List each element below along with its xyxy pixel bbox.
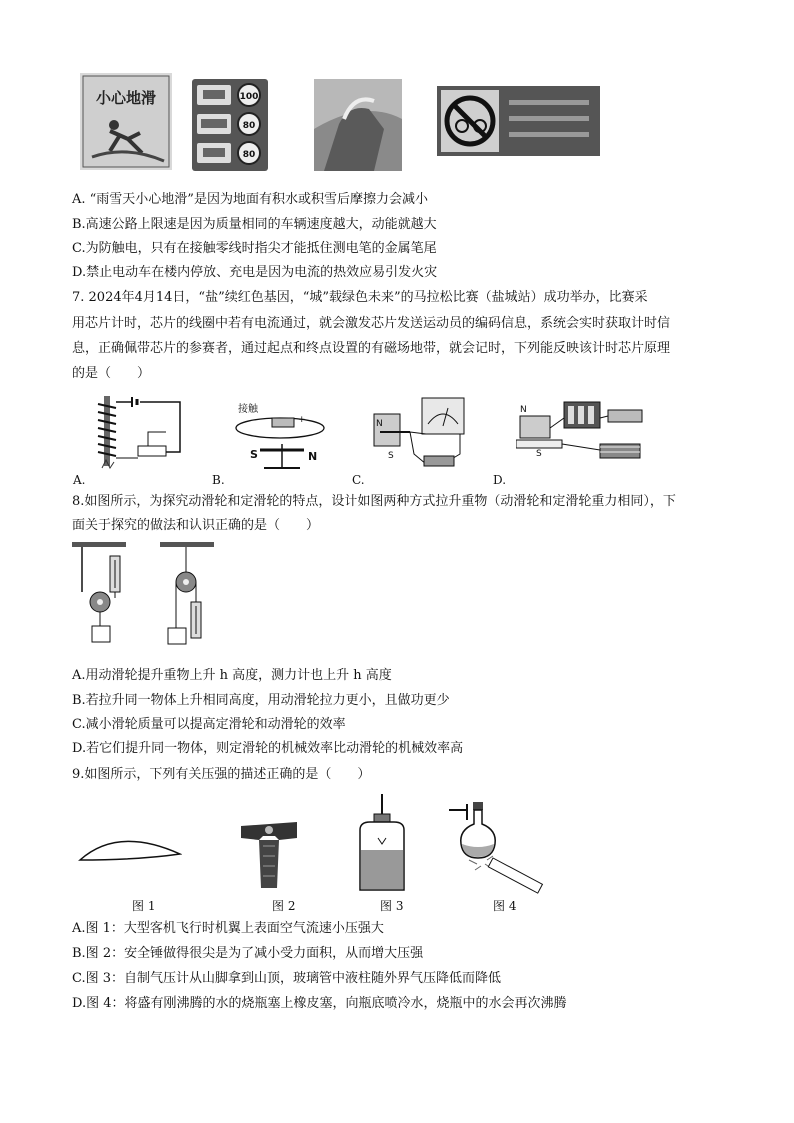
q8-option-a: A.用动滑轮提升重物上升 h 高度，测力计也上升 h 高度 [72,668,392,683]
q6-sign-speed-limit [192,79,268,171]
q6-option-a: A. “雨雪天小心地滑”是因为地面有积水或积雪后摩擦力会减小 [72,192,428,207]
q6-option-b: B.高速公路上限速是因为质量相同的车辆速度越大，动能就越大 [72,217,437,232]
q9-fig1-wing [78,832,182,866]
svg-text:+: + [298,415,306,425]
svg-text:N: N [376,419,383,429]
q7-label-a: A. [73,473,86,487]
q7-label-d: D. [493,473,507,487]
fig-b-n: N [308,450,318,463]
q9-caption-3: 图 3 [380,899,404,913]
fig-b-s: S [250,448,258,461]
q6-sign-slippery [80,73,172,170]
speed-100: 100 [239,92,259,102]
q9-fig3-barometer [356,794,410,894]
q7-stem-line-4: 的是（ ） [72,366,151,381]
q8-option-b: B.若拉升同一物体上升相同高度，用动滑轮拉力更小，且做功更少 [72,693,450,708]
fig-b-contact-label: 接触 [238,404,258,415]
q6-photo-hand-pen [314,79,402,171]
q9-option-d: D.图 4：将盛有刚沸腾的水的烧瓶塞上橡皮塞，向瓶底喷冷水，烧瓶中的水会再次沸腾 [72,996,567,1011]
q7-fig-a-electromagnet [92,392,187,474]
q7-fig-b-oersted [232,400,332,475]
q8-option-c: C.减小滑轮质量可以提高定滑轮和动滑轮的效率 [72,717,346,732]
q8-stem-line-2: 面关于探究的做法和认识正确的是（ ） [72,518,320,533]
sign-slippery-text: 小心地滑 [95,89,157,107]
speed-80-b: 80 [242,150,256,160]
q8-stem-line-1: 8.如图所示，为探究动滑轮和定滑轮的特点，设计如图两种方式拉升重物（动滑轮和定滑轮重力相同），下 [72,494,676,509]
q7-stem-line-1: 7. 2024年4月14日，“盐”续红色基因，“城”载绿色未来”的马拉松比赛（盐城站）成功举办，比赛采 [72,290,648,305]
speed-80-a: 80 [242,121,256,131]
q7-label-b: B. [212,473,225,487]
q8-fig-pulleys [72,542,222,660]
q9-option-b: B.图 2：安全锤做得很尖是为了减小受力面积，从而增大压强 [72,946,424,961]
q6-option-d: D.禁止电动车在楼内停放、充电是因为电流的热效应易引发火灾 [72,265,438,280]
q6-sign-no-ebike [437,86,600,156]
q9-fig2-safety-hammer [239,816,299,890]
q6-option-c: C.为防触电，只有在接触零线时指尖才能抵住测电笔的金属笔尾 [72,241,437,256]
svg-text:S: S [536,449,542,459]
svg-text:S: S [388,451,394,461]
svg-text:N: N [520,405,527,415]
q8-option-d: D.若它们提升同一物体，则定滑轮的机械效率比动滑轮的机械效率高 [72,741,464,756]
q7-stem-line-2: 用芯片计时，芯片的线圈中若有电流通过，就会激发芯片发送运动员的编码信息，系统会实时获取计时信 [72,316,671,331]
q7-label-c: C. [352,473,365,487]
q9-fig4-flask [447,800,551,894]
q9-caption-1: 图 1 [132,899,156,913]
q9-caption-4: 图 4 [493,899,517,913]
q9-stem: 9.如图所示，下列有关压强的描述正确的是（ ） [72,767,371,782]
q9-option-a: A.图 1：大型客机飞行时机翼上表面空气流速小压强大 [72,921,384,936]
q7-fig-c-induction [370,394,474,474]
q7-fig-d-motor [516,398,646,468]
q9-caption-2: 图 2 [272,899,296,913]
q9-option-c: C.图 3：自制气压计从山脚拿到山顶，玻璃管中液柱随外界气压降低而降低 [72,971,502,986]
q7-stem-line-3: 息，正确佩带芯片的参赛者，通过起点和终点设置的有磁场地带，就会记时，下列能反映该计时芯片原理 [72,341,671,356]
